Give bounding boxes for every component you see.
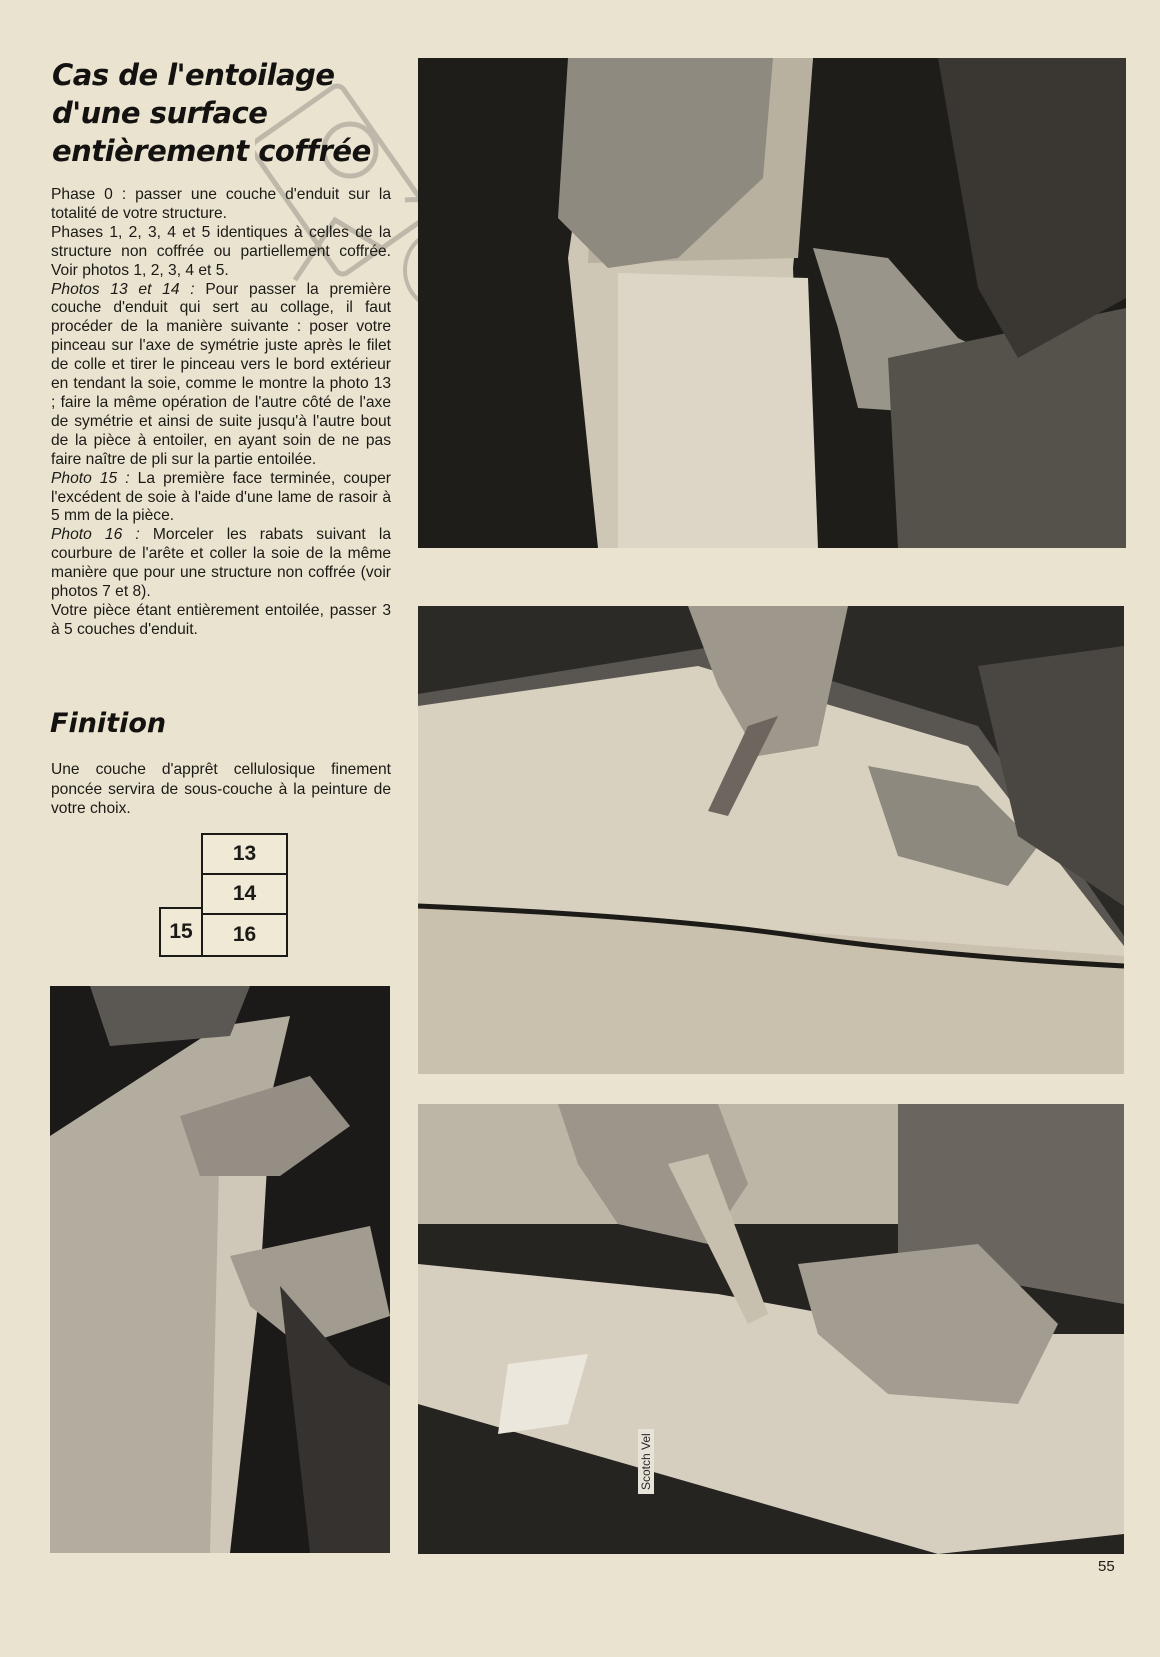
title-line-1: Cas de l'entoilage <box>52 58 335 92</box>
article-title <box>52 56 382 170</box>
photo-key-14: 14 <box>201 873 288 915</box>
title-line-2: d'une surface <box>52 96 268 130</box>
photo-14 <box>418 606 1124 1074</box>
paragraph-photos-13-14 <box>51 281 391 470</box>
paragraph-lead: Photos 13 et 14 : <box>51 280 195 298</box>
photo-15 <box>50 986 390 1553</box>
instructions-text <box>51 186 391 640</box>
photo-14-image <box>418 606 1124 1074</box>
paragraph-phases-1-5 <box>51 224 391 281</box>
photo-key-15: 15 <box>159 907 203 957</box>
photo-13-image <box>418 58 1126 548</box>
photo-13 <box>418 58 1126 548</box>
paragraph-final-coats <box>51 602 391 640</box>
paragraph-text: Phases 1, 2, 3, 4 et 5 identiques à celles de la structure non coffrée ou partiellement coffrée. Voir photos 1, 2, 3, 4 et 5. <box>51 223 391 279</box>
paragraph-lead: Photo 15 : <box>51 469 130 487</box>
paragraph-lead: Photo 16 : <box>51 526 140 544</box>
paragraph-photo-16 <box>51 526 391 602</box>
photo-key-16: 16 <box>201 913 288 957</box>
photo-16 <box>418 1104 1124 1554</box>
photo-key-13: 13 <box>201 833 288 875</box>
finition-text: Une couche d'apprêt cellulosique finement poncée servira de sous-couche à la peinture de votre choix. <box>51 761 391 817</box>
tape-label: Scotch Vel <box>638 1429 654 1494</box>
paragraph-phase-0 <box>51 186 391 224</box>
paragraph-text: Phase 0 : passer une couche d'enduit sur la totalité de votre structure. <box>51 186 391 222</box>
paragraph-text: Morceler les rabats suivant la courbure de l'arête et coller la soie de la même manière que pour une structure non coffrée (voir photos 7 et 8). <box>51 526 392 601</box>
paragraph-text: La première face terminée, couper l'excédent de soie à l'aide d'une lame de rasoir à 5 mm de la pièce. <box>51 469 392 525</box>
finition-heading: Finition <box>50 708 167 739</box>
title-line-3: entièrement coffrée <box>52 134 371 168</box>
photo-16-image <box>418 1104 1124 1554</box>
paragraph-text: Votre pièce étant entièrement entoilée, passer 3 à 5 couches d'enduit. <box>51 601 391 638</box>
paragraph-photo-15 <box>51 470 391 527</box>
page-number: 55 <box>1098 1558 1115 1575</box>
paragraph-text: Pour passer la première couche d'enduit qui sert au collage, il faut procéder de la manière suivante : poser votre pinceau sur l'axe de symétrie juste après le filet de colle et tirer le pinceau vers le bord extérieur en tendant la soie, comme le montre la photo 13 ; faire la même opération de l'autre côté de l'axe de symétrie et ainsi de suite jusqu'à l'autre bout de la pièce à entoiler, en ayant soin de ne pas faire naître de pli sur la partie entoilée. <box>51 280 391 468</box>
photo-15-image <box>50 986 390 1553</box>
